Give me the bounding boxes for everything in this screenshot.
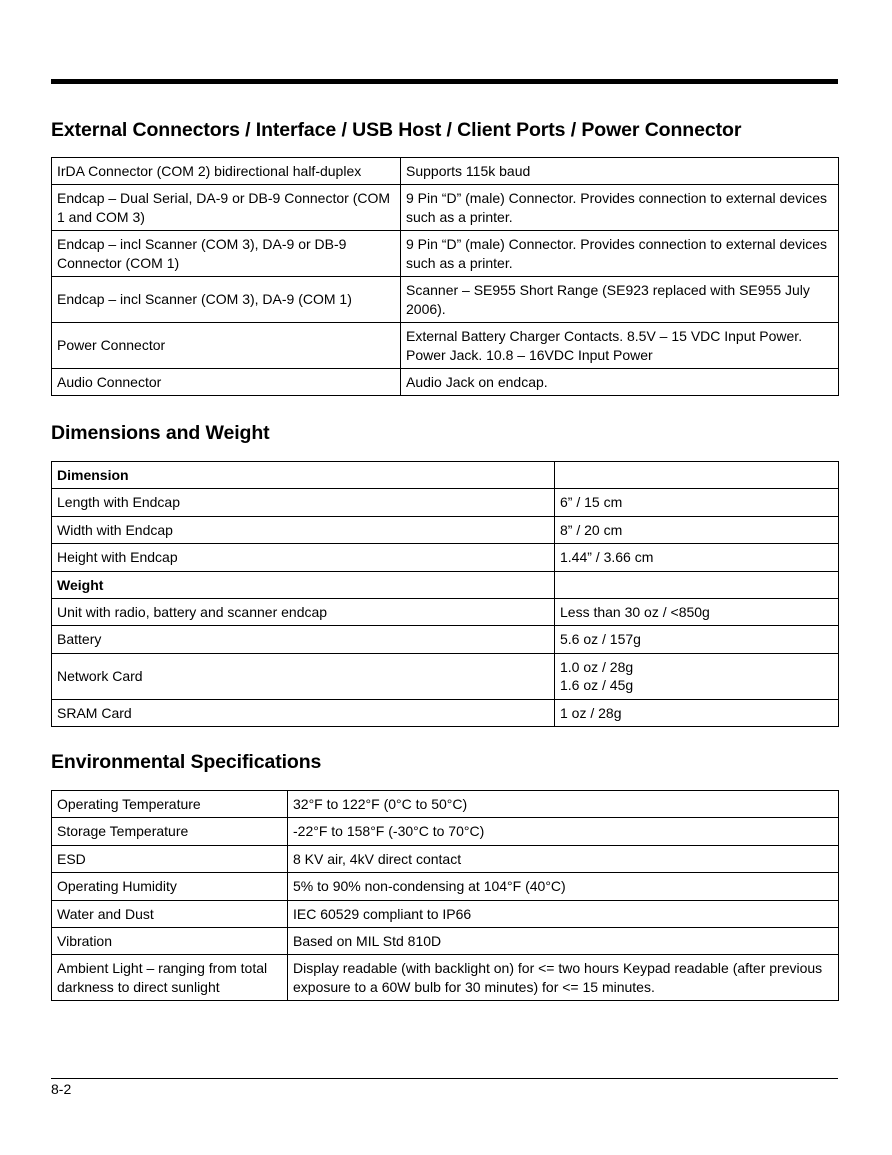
row-value: Less than 30 oz / <850g: [555, 598, 839, 625]
row-value: 8” / 20 cm: [555, 516, 839, 543]
row-label: Power Connector: [52, 323, 401, 369]
row-value: Audio Jack on endcap.: [401, 369, 839, 396]
environmental-table: [51, 790, 839, 1001]
table-row: [52, 516, 839, 543]
row-value: [555, 462, 839, 489]
row-label: IrDA Connector (COM 2) bidirectional half-duplex: [52, 158, 401, 185]
table-row: [52, 323, 839, 369]
table-row: [52, 462, 839, 489]
table-row: [52, 277, 839, 323]
row-value: [555, 653, 839, 699]
table-row: [52, 699, 839, 726]
row-value-line: 1.6 oz / 45g: [560, 677, 634, 694]
table-row: [52, 626, 839, 653]
table-row: [52, 791, 839, 818]
bottom-rule: [51, 1078, 838, 1079]
table-row: [52, 900, 839, 927]
row-value: 32°F to 122°F (0°C to 50°C): [288, 791, 839, 818]
table-row: [52, 544, 839, 571]
row-label: Endcap – incl Scanner (COM 3), DA-9 (COM 1): [52, 277, 401, 323]
table-row: [52, 653, 839, 699]
row-value: 9 Pin “D” (male) Connector. Provides connection to external devices such as a printer.: [401, 185, 839, 231]
table-row: [52, 369, 839, 396]
row-label: ESD: [52, 845, 288, 872]
row-label: Storage Temperature: [52, 818, 288, 845]
row-value: Display readable (with backlight on) for <= two hours Keypad readable (after previous exposure to a 60W bulb for 30 minutes) for <= 15 minutes.: [288, 955, 839, 1001]
row-label: Endcap – incl Scanner (COM 3), DA-9 or DB-9 Connector (COM 1): [52, 231, 401, 277]
row-value: Based on MIL Std 810D: [288, 927, 839, 954]
row-heading: Weight: [52, 571, 555, 598]
row-label: Operating Temperature: [52, 791, 288, 818]
row-value: 1 oz / 28g: [555, 699, 839, 726]
row-label: Width with Endcap: [52, 516, 555, 543]
row-value-line: External Battery Charger Contacts. 8.5V – 15 VDC Input Power.: [406, 328, 803, 344]
row-value: [401, 323, 839, 369]
row-label: Ambient Light – ranging from total darkness to direct sunlight: [52, 955, 288, 1001]
row-label: Operating Humidity: [52, 873, 288, 900]
table-row: [52, 955, 839, 1001]
table-row: [52, 489, 839, 516]
row-label: Unit with radio, battery and scanner endcap: [52, 598, 555, 625]
row-value: -22°F to 158°F (-30°C to 70°C): [288, 818, 839, 845]
top-rule: [51, 79, 838, 84]
row-value-line: Power Jack. 10.8 – 16VDC Input Power: [406, 346, 653, 363]
row-label: Vibration: [52, 927, 288, 954]
row-value: [555, 571, 839, 598]
table-row: [52, 845, 839, 872]
row-value-line: 1.0 oz / 28g: [560, 658, 634, 675]
table-row: [52, 927, 839, 954]
row-value: 9 Pin “D” (male) Connector. Provides connection to external devices such as a printer.: [401, 231, 839, 277]
row-label: Water and Dust: [52, 900, 288, 927]
row-label: Audio Connector: [52, 369, 401, 396]
table-row: [52, 185, 839, 231]
row-label: Battery: [52, 626, 555, 653]
section-title-dimensions: Dimensions and Weight: [51, 422, 270, 444]
row-label: Endcap – Dual Serial, DA-9 or DB-9 Connector (COM 1 and COM 3): [52, 185, 401, 231]
row-value: 5% to 90% non-condensing at 104°F (40°C): [288, 873, 839, 900]
table-row: [52, 598, 839, 625]
row-label: Network Card: [52, 653, 555, 699]
row-value: 1.44” / 3.66 cm: [555, 544, 839, 571]
page-number: 8-2: [51, 1081, 72, 1097]
row-label: Length with Endcap: [52, 489, 555, 516]
row-value: Scanner – SE955 Short Range (SE923 replaced with SE955 July 2006).: [401, 277, 839, 323]
row-label: Height with Endcap: [52, 544, 555, 571]
table-row: [52, 818, 839, 845]
table-row: [52, 158, 839, 185]
row-heading: Dimension: [52, 462, 555, 489]
table-row: [52, 873, 839, 900]
row-value: Supports 115k baud: [401, 158, 839, 185]
table-row: [52, 571, 839, 598]
dimensions-table: [51, 461, 839, 727]
row-value: IEC 60529 compliant to IP66: [288, 900, 839, 927]
row-label: SRAM Card: [52, 699, 555, 726]
table-row: [52, 231, 839, 277]
row-value: 6” / 15 cm: [555, 489, 839, 516]
row-value: 5.6 oz / 157g: [555, 626, 839, 653]
external-connectors-table: [51, 157, 839, 396]
row-value: 8 KV air, 4kV direct contact: [288, 845, 839, 872]
section-title-external-connectors: External Connectors / Interface / USB Host / Client Ports / Power Connector: [51, 119, 742, 141]
section-title-environmental: Environmental Specifications: [51, 751, 322, 773]
